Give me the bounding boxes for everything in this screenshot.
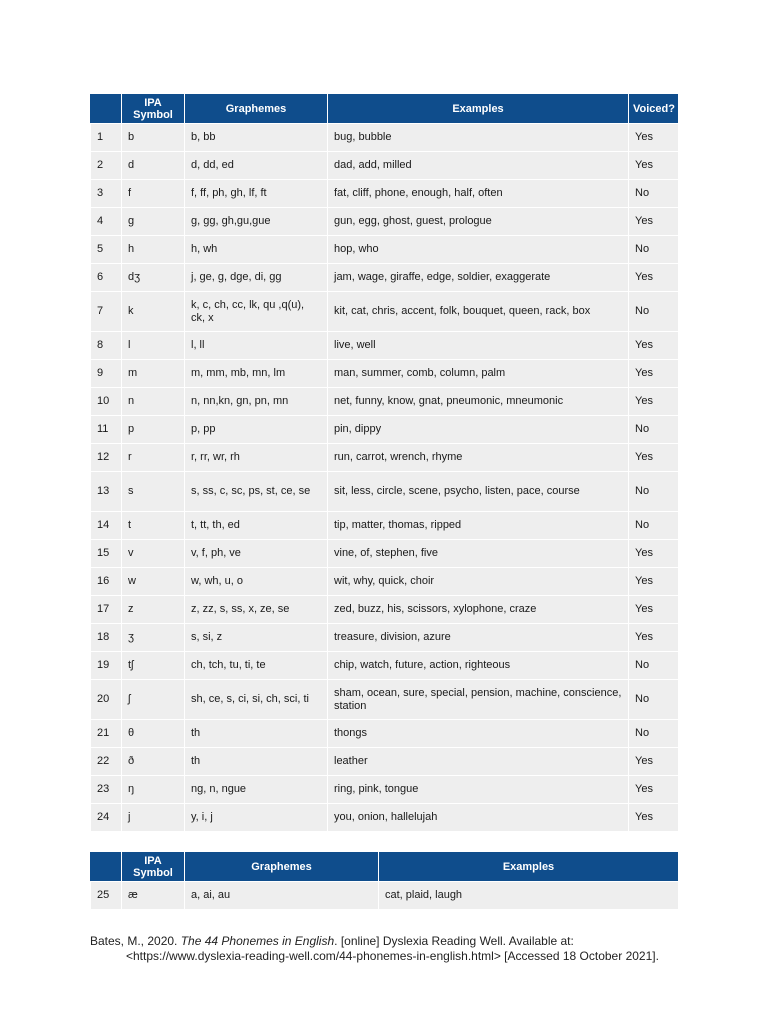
table-row: [91, 152, 679, 180]
cell-graphemes: p, pp: [185, 416, 328, 444]
cell-graphemes: m, mm, mb, mn, lm: [185, 360, 328, 388]
table-row: [91, 292, 679, 332]
table-row: [91, 776, 679, 804]
cell-ipa-symbol: g: [122, 208, 185, 236]
header-number: [91, 852, 122, 882]
table-row: [91, 596, 679, 624]
table-row: [91, 124, 679, 152]
cell-graphemes: t, tt, th, ed: [185, 512, 328, 540]
cell-number: 22: [91, 748, 122, 776]
header-ipa-symbol: IPA Symbol: [122, 94, 185, 124]
table-row: [91, 652, 679, 680]
cell-number: 24: [91, 804, 122, 832]
cell-number: 20: [91, 680, 122, 720]
cell-voiced: Yes: [629, 264, 679, 292]
cell-examples: wit, why, quick, choir: [328, 568, 629, 596]
table-row: [91, 180, 679, 208]
cell-voiced: No: [629, 472, 679, 512]
table-row: [91, 472, 679, 512]
table-header-row: [91, 852, 679, 882]
header-number: [91, 94, 122, 124]
cell-graphemes: l, ll: [185, 332, 328, 360]
table-row: [91, 624, 679, 652]
cell-examples: dad, add, milled: [328, 152, 629, 180]
table-row: [91, 416, 679, 444]
cell-number: 9: [91, 360, 122, 388]
header-graphemes: Graphemes: [185, 852, 379, 882]
citation-title: The 44 Phonemes in English: [180, 934, 335, 948]
cell-number: 21: [91, 720, 122, 748]
cell-voiced: Yes: [629, 776, 679, 804]
cell-voiced: Yes: [629, 152, 679, 180]
cell-ipa-symbol: t: [122, 512, 185, 540]
cell-examples: chip, watch, future, action, righteous: [328, 652, 629, 680]
cell-examples: treasure, division, azure: [328, 624, 629, 652]
table-row: [91, 332, 679, 360]
header-examples: Examples: [328, 94, 629, 124]
table-header-row: [91, 94, 679, 124]
cell-number: 11: [91, 416, 122, 444]
cell-examples: you, onion, hallelujah: [328, 804, 629, 832]
cell-examples: kit, cat, chris, accent, folk, bouquet, queen, rack, box: [328, 292, 629, 332]
cell-examples: fat, cliff, phone, enough, half, often: [328, 180, 629, 208]
cell-number: 16: [91, 568, 122, 596]
cell-examples: sit, less, circle, scene, psycho, listen, pace, course: [328, 472, 629, 512]
header-voiced: Voiced?: [629, 94, 679, 124]
cell-ipa-symbol: n: [122, 388, 185, 416]
cell-graphemes: k, c, ch, cc, lk, qu ,q(u), ck, x: [185, 292, 328, 332]
cell-examples: zed, buzz, his, scissors, xylophone, craze: [328, 596, 629, 624]
cell-graphemes: a, ai, au: [185, 882, 379, 910]
cell-voiced: Yes: [629, 124, 679, 152]
cell-graphemes: j, ge, g, dge, di, gg: [185, 264, 328, 292]
table-row: [91, 882, 679, 910]
cell-graphemes: g, gg, gh,gu,gue: [185, 208, 328, 236]
cell-ipa-symbol: dʒ: [122, 264, 185, 292]
cell-ipa-symbol: ŋ: [122, 776, 185, 804]
cell-ipa-symbol: k: [122, 292, 185, 332]
cell-graphemes: f, ff, ph, gh, lf, ft: [185, 180, 328, 208]
cell-number: 7: [91, 292, 122, 332]
cell-voiced: Yes: [629, 444, 679, 472]
cell-voiced: No: [629, 720, 679, 748]
cell-voiced: Yes: [629, 332, 679, 360]
cell-ipa-symbol: p: [122, 416, 185, 444]
cell-examples: sham, ocean, sure, special, pension, machine, conscience, station: [328, 680, 629, 720]
cell-examples: vine, of, stephen, five: [328, 540, 629, 568]
header-ipa-symbol: IPA Symbol: [122, 852, 185, 882]
cell-number: 3: [91, 180, 122, 208]
cell-number: 25: [91, 882, 122, 910]
cell-voiced: Yes: [629, 804, 679, 832]
cell-ipa-symbol: z: [122, 596, 185, 624]
cell-examples: man, summer, comb, column, palm: [328, 360, 629, 388]
cell-number: 5: [91, 236, 122, 264]
cell-voiced: Yes: [629, 748, 679, 776]
cell-graphemes: sh, ce, s, ci, si, ch, sci, ti: [185, 680, 328, 720]
cell-graphemes: b, bb: [185, 124, 328, 152]
cell-voiced: Yes: [629, 208, 679, 236]
cell-ipa-symbol: ð: [122, 748, 185, 776]
citation-prefix: Bates, M., 2020.: [90, 934, 181, 948]
cell-number: 18: [91, 624, 122, 652]
citation-suffix: . [online] Dyslexia Reading Well. Available at:: [334, 934, 574, 948]
cell-ipa-symbol: ʒ: [122, 624, 185, 652]
cell-ipa-symbol: æ: [122, 882, 185, 910]
cell-voiced: No: [629, 180, 679, 208]
cell-graphemes: d, dd, ed: [185, 152, 328, 180]
cell-ipa-symbol: r: [122, 444, 185, 472]
cell-examples: hop, who: [328, 236, 629, 264]
cell-number: 13: [91, 472, 122, 512]
cell-number: 17: [91, 596, 122, 624]
cell-number: 14: [91, 512, 122, 540]
cell-graphemes: v, f, ph, ve: [185, 540, 328, 568]
cell-voiced: Yes: [629, 540, 679, 568]
cell-examples: thongs: [328, 720, 629, 748]
cell-graphemes: z, zz, s, ss, x, ze, se: [185, 596, 328, 624]
cell-number: 1: [91, 124, 122, 152]
cell-voiced: Yes: [629, 388, 679, 416]
cell-ipa-symbol: s: [122, 472, 185, 512]
vowel-phoneme-table: [90, 851, 679, 910]
table-row: [91, 264, 679, 292]
cell-graphemes: w, wh, u, o: [185, 568, 328, 596]
table-row: [91, 444, 679, 472]
table-row: [91, 804, 679, 832]
cell-ipa-symbol: b: [122, 124, 185, 152]
cell-voiced: No: [629, 236, 679, 264]
table-row: [91, 720, 679, 748]
cell-number: 10: [91, 388, 122, 416]
cell-voiced: Yes: [629, 568, 679, 596]
cell-ipa-symbol: h: [122, 236, 185, 264]
cell-voiced: Yes: [629, 624, 679, 652]
cell-examples: cat, plaid, laugh: [379, 882, 679, 910]
cell-examples: leather: [328, 748, 629, 776]
table-row: [91, 680, 679, 720]
table-row: [91, 236, 679, 264]
cell-graphemes: h, wh: [185, 236, 328, 264]
cell-examples: run, carrot, wrench, rhyme: [328, 444, 629, 472]
cell-ipa-symbol: w: [122, 568, 185, 596]
cell-number: 8: [91, 332, 122, 360]
table-row: [91, 388, 679, 416]
table-row: [91, 540, 679, 568]
consonant-phoneme-table: [90, 93, 679, 832]
cell-voiced: No: [629, 416, 679, 444]
cell-graphemes: n, nn,kn, gn, pn, mn: [185, 388, 328, 416]
cell-number: 19: [91, 652, 122, 680]
header-graphemes: Graphemes: [185, 94, 328, 124]
cell-number: 6: [91, 264, 122, 292]
cell-examples: bug, bubble: [328, 124, 629, 152]
cell-examples: tip, matter, thomas, ripped: [328, 512, 629, 540]
cell-graphemes: y, i, j: [185, 804, 328, 832]
cell-examples: jam, wage, giraffe, edge, soldier, exaggerate: [328, 264, 629, 292]
reference-citation: [90, 934, 680, 964]
cell-number: 2: [91, 152, 122, 180]
table-row: [91, 360, 679, 388]
cell-ipa-symbol: j: [122, 804, 185, 832]
cell-ipa-symbol: m: [122, 360, 185, 388]
cell-voiced: No: [629, 292, 679, 332]
cell-ipa-symbol: f: [122, 180, 185, 208]
cell-graphemes: ch, tch, tu, ti, te: [185, 652, 328, 680]
cell-examples: pin, dippy: [328, 416, 629, 444]
cell-ipa-symbol: θ: [122, 720, 185, 748]
cell-examples: gun, egg, ghost, guest, prologue: [328, 208, 629, 236]
table-row: [91, 512, 679, 540]
cell-examples: live, well: [328, 332, 629, 360]
header-examples: Examples: [379, 852, 679, 882]
cell-examples: net, funny, know, gnat, pneumonic, mneumonic: [328, 388, 629, 416]
cell-number: 4: [91, 208, 122, 236]
cell-examples: ring, pink, tongue: [328, 776, 629, 804]
cell-voiced: No: [629, 652, 679, 680]
table-row: [91, 208, 679, 236]
cell-number: 15: [91, 540, 122, 568]
citation-url-line: <https://www.dyslexia-reading-well.com/44-phonemes-in-english.html> [Accessed 18 October 2021].: [126, 949, 659, 963]
cell-ipa-symbol: v: [122, 540, 185, 568]
cell-ipa-symbol: ʃ: [122, 680, 185, 720]
cell-voiced: No: [629, 512, 679, 540]
table-row: [91, 568, 679, 596]
cell-number: 23: [91, 776, 122, 804]
cell-graphemes: r, rr, wr, rh: [185, 444, 328, 472]
cell-graphemes: th: [185, 748, 328, 776]
table-row: [91, 748, 679, 776]
cell-voiced: Yes: [629, 596, 679, 624]
cell-ipa-symbol: l: [122, 332, 185, 360]
cell-graphemes: th: [185, 720, 328, 748]
cell-graphemes: s, ss, c, sc, ps, st, ce, se: [185, 472, 328, 512]
cell-graphemes: ng, n, ngue: [185, 776, 328, 804]
cell-graphemes: s, si, z: [185, 624, 328, 652]
cell-number: 12: [91, 444, 122, 472]
cell-ipa-symbol: tʃ: [122, 652, 185, 680]
cell-voiced: No: [629, 680, 679, 720]
cell-voiced: Yes: [629, 360, 679, 388]
cell-ipa-symbol: d: [122, 152, 185, 180]
